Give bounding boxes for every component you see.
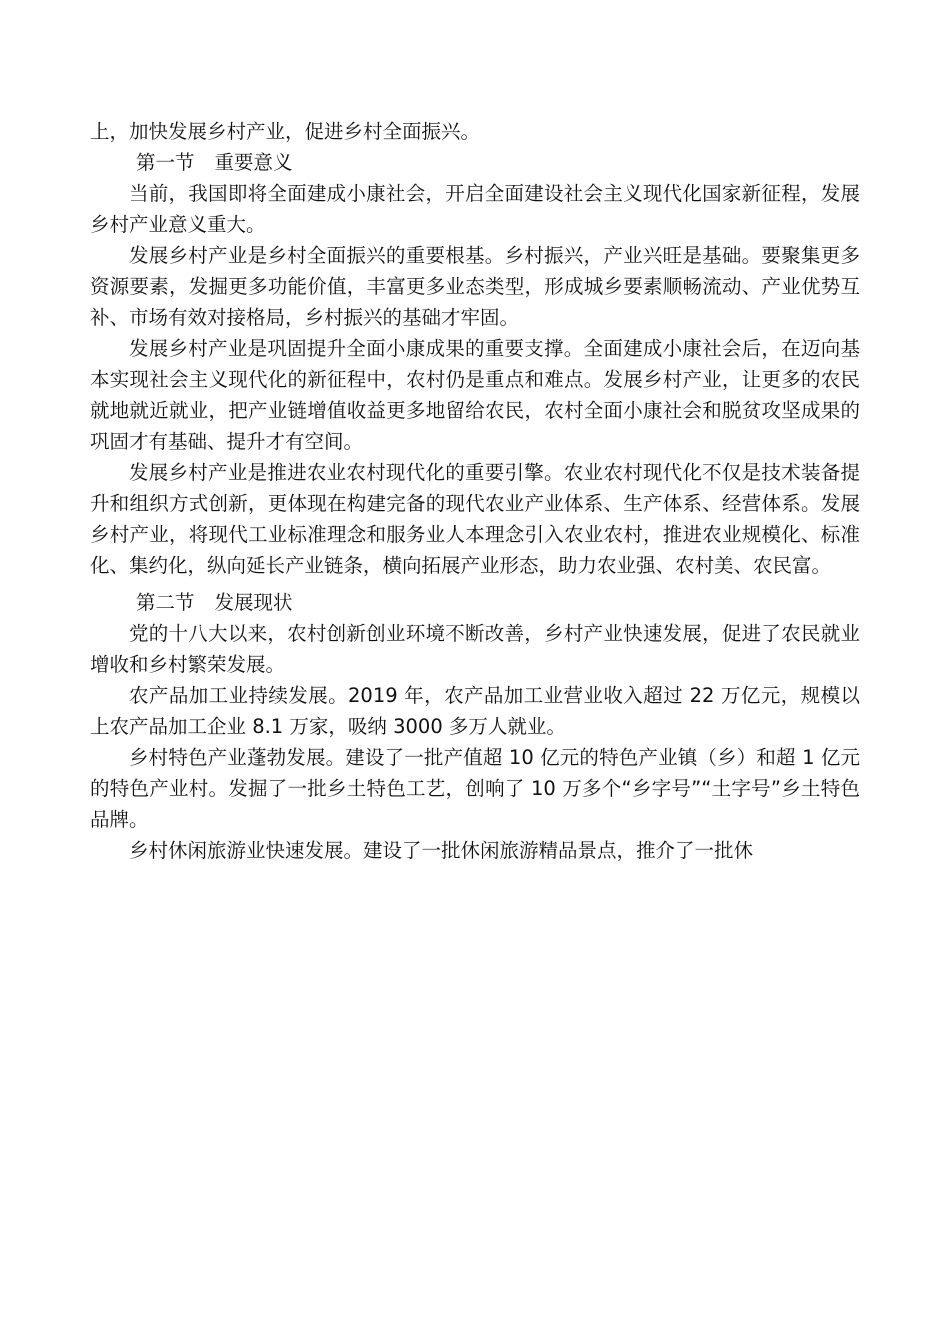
section-2-number: 第二节: [136, 591, 195, 614]
paragraph: 党的十八大以来，农村创新创业环境不断改善，乡村产业快速发展，促进了农民就业增收和乡村繁荣发展。: [90, 622, 860, 676]
paragraph: 发展乡村产业是乡村全面振兴的重要根基。乡村振兴，产业兴旺是基础。要聚集更多资源要素，发掘更多功能价值，丰富更多业态类型，形成城乡要素顺畅流动、产业优势互补、市场有效对接格局，乡村振兴的基础才牢固。: [90, 244, 860, 329]
paragraph: 当前，我国即将全面建成小康社会，开启全面建设社会主义现代化国家新征程，发展乡村产业意义重大。: [90, 182, 860, 236]
paragraph: 乡村休闲旅游业快速发展。建设了一批休闲旅游精品景点，推介了一批休: [129, 839, 754, 862]
section-2-heading: [90, 587, 860, 618]
paragraph: 乡村特色产业蓬勃发展。建设了一批产值超 10 亿元的特色产业镇（乡）和超 1 亿元的特色产业村。发掘了一批乡土特色工艺，创响了 10 万多个“乡字号”“土字号”乡土特色品牌。: [90, 746, 860, 831]
section-1-title: 重要意义: [214, 151, 293, 174]
paragraph: 农产品加工业持续发展。2019 年，农产品加工业营业收入超过 22 万亿元，规模以上农产品加工企业 8.1 万家，吸纳 3000 多万人就业。: [90, 684, 860, 738]
opening-line: 上，加快发展乡村产业，促进乡村全面振兴。: [90, 120, 481, 143]
section-1-heading: [90, 147, 860, 178]
section-1-number: 第一节: [136, 151, 195, 174]
document-body: [90, 116, 860, 866]
paragraph: 发展乡村产业是推进农业农村现代化的重要引擎。农业农村现代化不仅是技术装备提升和组织方式创新，更体现在构建完备的现代农业产业体系、生产体系、经营体系。发展乡村产业，将现代工业标准理念和服务业人本理念引入农业农村，推进农业规模化、标准化、集约化，纵向延长产业链条，横向拓展产业形态，助力农业强、农村美、农民富。: [90, 461, 860, 577]
section-2-title: 发展现状: [214, 591, 293, 614]
paragraph: 发展乡村产业是巩固提升全面小康成果的重要支撑。全面建成小康社会后，在迈向基本实现社会主义现代化的新征程中，农村仍是重点和难点。发展乡村产业，让更多的农民就地就近就业，把产业链增值收益更多地留给农民，农村全面小康社会和脱贫攻坚成果的巩固才有基础、提升才有空间。: [90, 337, 860, 453]
